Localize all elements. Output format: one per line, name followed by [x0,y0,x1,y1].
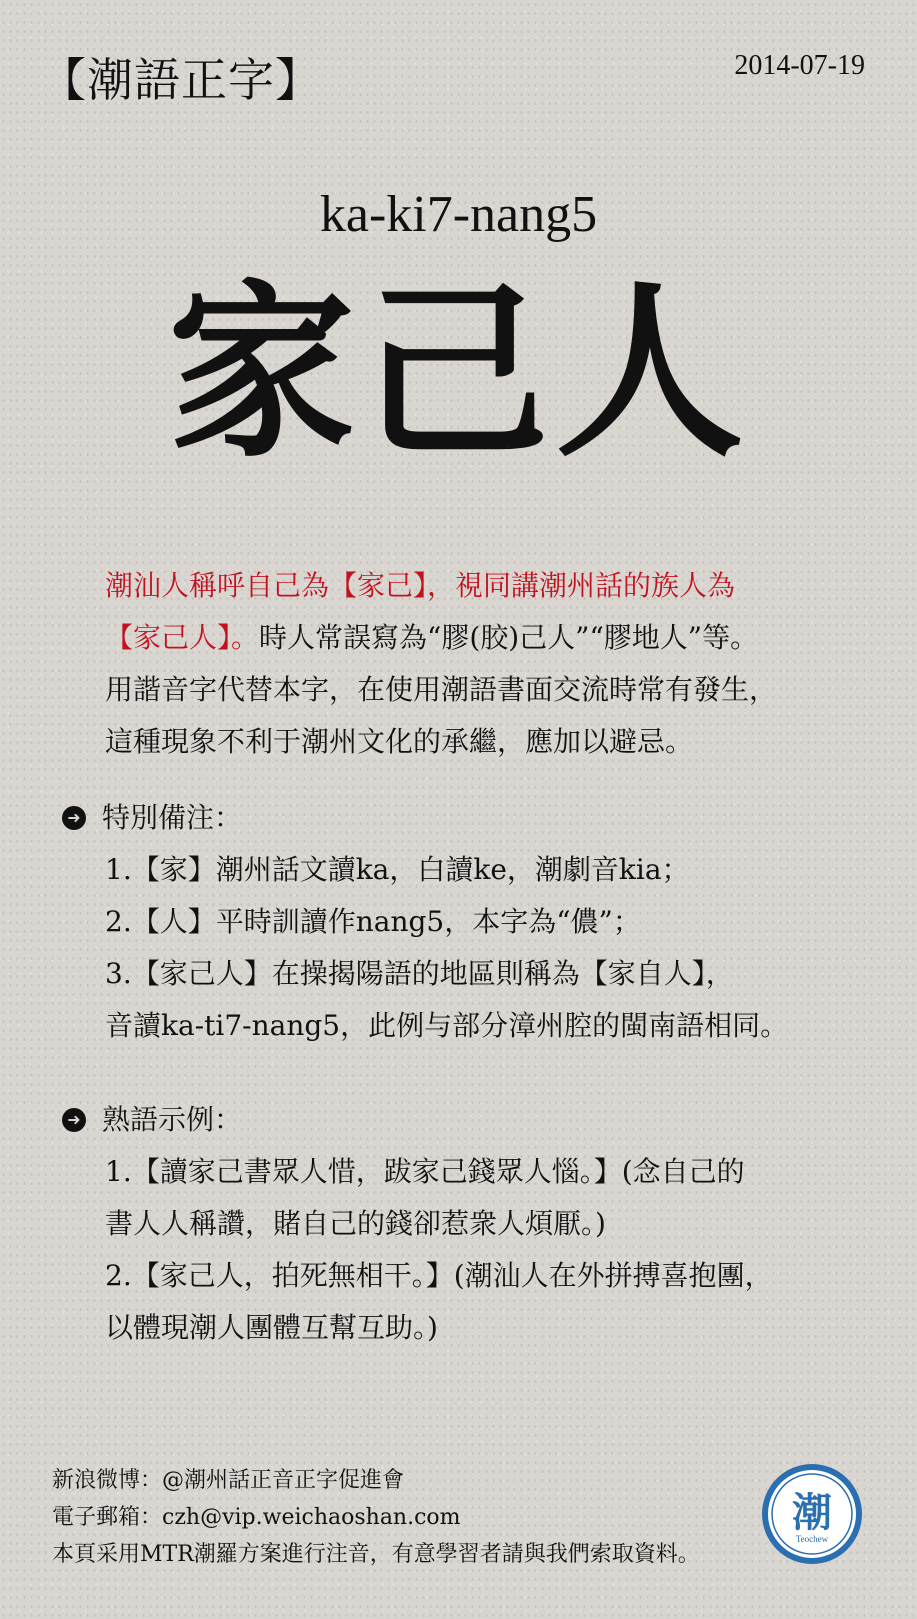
idiom-item: 2.【家己人，拍死無相干。】(潮汕人在外拼搏喜抱團， [105,1259,773,1292]
description-highlight: 【家己人】。 [105,621,260,654]
date-label: 2014-07-19 [734,50,865,81]
idiom-item: 1.【讀家己書眾人惜，跋家己錢眾人惱。】(念自己的 [105,1155,745,1188]
notes-heading: 特別備注： [102,801,243,834]
note-item: 2.【人】平時訓讀作nang5，本字為“儂”； [105,905,641,938]
idiom-item: 以體現潮人團體互幫互助。) [105,1311,438,1344]
description-line: 用諧音字代替本字，在使用潮語書面交流時常有發生， [105,673,778,706]
description-line: 潮汕人稱呼自己為【家己】，視同講潮州話的族人為 [105,569,736,602]
description-text: 時人常誤寫為“膠(胶)己人”“膠地人”等。 [259,621,759,654]
arrow-circle-icon: ➜ [62,806,86,830]
idioms-heading-row [62,1094,882,1146]
description-line [105,612,885,664]
page-title: 【潮語正字】 [40,53,322,107]
idiom-item: 書人人稱讚，賭自己的錢卻惹衆人煩厭。) [105,1207,606,1240]
arrow-circle-icon: ➜ [62,1108,86,1132]
description-line: 這種現象不利于潮州文化的承繼，應加以避忌。 [105,725,694,758]
idioms-heading: 熟語示例： [102,1103,243,1136]
footer [52,1462,700,1573]
idioms-section [62,1094,882,1354]
notes-heading-row [62,792,882,844]
headword: 家己人 [167,264,750,483]
footer-note: 本頁采用MTR潮羅方案進行注音，有意學習者請與我們索取資料。 [52,1542,700,1567]
romanization: ka-ki7-nang5 [319,186,598,243]
notes-section [62,792,882,1052]
note-item: 音讀ka-ti7-nang5，此例与部分漳州腔的閩南語相同。 [105,1009,789,1042]
seal-center-char: 潮 [792,1490,832,1536]
note-item: 3.【家己人】在操揭陽語的地區則稱為【家自人】， [105,957,734,990]
weibo-link[interactable]: 新浪微博：@潮州話正音正字促進會 [52,1468,405,1493]
note-item: 1.【家】潮州話文讀ka，白讀ke，潮劇音kia； [105,853,690,886]
seal-label: Teochew [795,1534,829,1544]
seal-logo [760,1462,864,1566]
email-link[interactable]: 電子郵箱：czh@vip.weichaoshan.com [52,1505,461,1530]
description [105,560,885,768]
